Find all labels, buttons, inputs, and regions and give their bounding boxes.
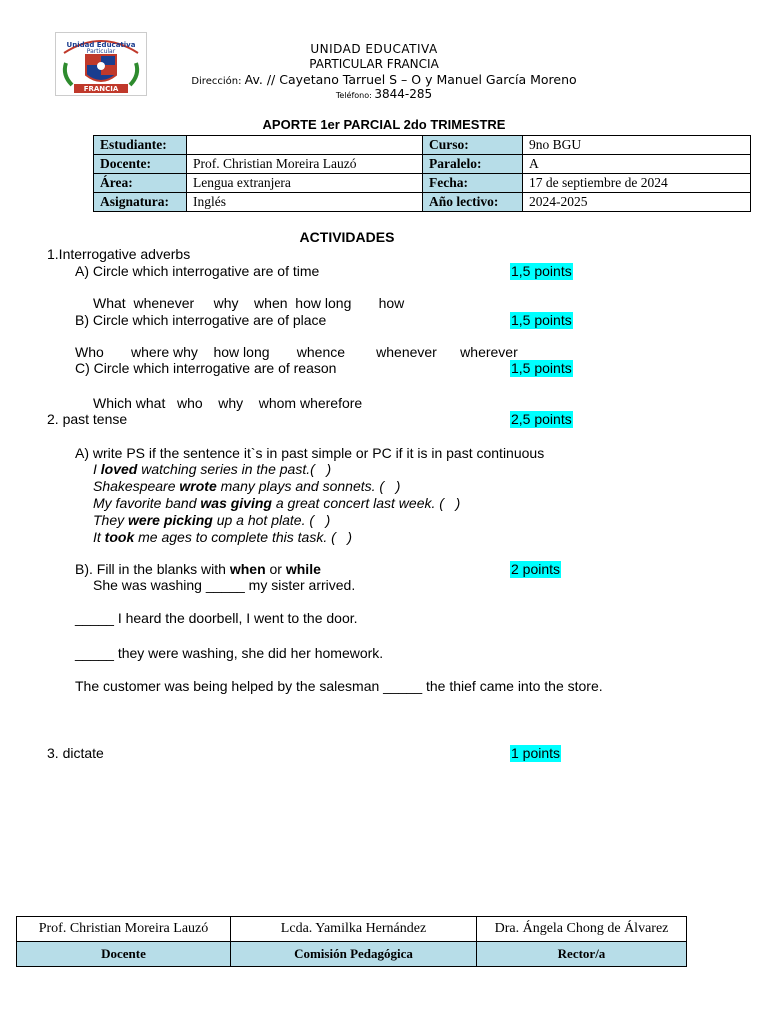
section2-points: 2,5 points	[511, 411, 572, 427]
section1-title: 1.Interrogative adverbs	[47, 246, 191, 262]
area-label: Área:	[94, 174, 187, 193]
sentence-1-post: watching series in the past.( )	[137, 461, 332, 477]
area-value: Lengua extranjera	[187, 174, 423, 193]
sentence-1-pre: I	[93, 461, 101, 477]
teacher-value: Prof. Christian Moreira Lauzó	[187, 155, 423, 174]
section1-a-instruction: A) Circle which interrogative are of time	[75, 263, 320, 279]
fill-sentence-1: She was washing _____ my sister arrived.	[93, 577, 356, 593]
exam-title: APORTE 1er PARCIAL 2do TRIMESTRE	[262, 117, 506, 132]
sentence-4-post: up a hot plate. ( )	[212, 512, 331, 528]
phone-label: Teléfono:	[335, 91, 375, 100]
school-name-line2: PARTICULAR FRANCIA	[309, 57, 439, 71]
course-label: Curso:	[423, 136, 523, 155]
sentence-2-post: many plays and sonnets. ( )	[216, 478, 401, 494]
sentence-5-verb: took	[104, 529, 135, 545]
course-value: 9no BGU	[523, 136, 751, 155]
sentence-4	[93, 512, 330, 529]
section2-a-instruction: A) write PS if the sentence it`s in past simple or PC if it is in past continuous	[75, 445, 545, 461]
address-label: Dirección:	[191, 76, 245, 87]
signature-commission-name: Lcda. Yamilka Hernández	[231, 917, 477, 942]
signature-rector-role: Rector/a	[477, 942, 687, 967]
date-label: Fecha:	[423, 174, 523, 193]
school-name-line1: UNIDAD EDUCATIVA	[310, 42, 438, 56]
section1-c-words: Which what who why whom wherefore	[93, 395, 363, 411]
sentence-5-pre: It	[93, 529, 105, 545]
address-value: Av. // Cayetano Tarruel S – O y Manuel García Moreno	[244, 72, 577, 87]
phone-value: 3844-285	[374, 87, 433, 101]
sentence-5	[93, 529, 352, 546]
sentence-4-pre: They	[93, 512, 129, 528]
section1-b-instruction: B) Circle which interrogative are of place	[75, 312, 327, 328]
year-label: Año lectivo:	[423, 193, 523, 212]
parallel-value: A	[523, 155, 751, 174]
signature-commission-role: Comisión Pedagógica	[231, 942, 477, 967]
fill-sentence-4: The customer was being helped by the salesman _____ the thief came into the store.	[75, 678, 603, 694]
b-instruction-when: when	[229, 561, 266, 577]
fill-sentence-3: _____ they were washing, she did her homework.	[75, 645, 384, 661]
sentence-3	[93, 495, 460, 512]
sentence-5-post: me ages to complete this task. ( )	[134, 529, 353, 545]
date-value: 17 de septiembre de 2024	[523, 174, 751, 193]
section1-b-points: 1,5 points	[511, 312, 572, 328]
b-instruction-pre: B). Fill in the blanks with	[75, 561, 230, 577]
fill-sentence-2: _____ I heard the doorbell, I went to the door.	[75, 610, 358, 626]
subject-label: Asignatura:	[94, 193, 187, 212]
school-phone	[0, 87, 768, 101]
sentence-3-verb: was giving	[200, 495, 272, 511]
school-address	[0, 72, 768, 87]
section3-title: 3. dictate	[47, 745, 104, 761]
section1-b-words: Who where why how long whence whenever wherever	[75, 344, 518, 360]
signature-teacher-role: Docente	[17, 942, 231, 967]
b-instruction-while: while	[285, 561, 321, 577]
sentence-3-pre: My favorite band	[93, 495, 201, 511]
teacher-label: Docente:	[94, 155, 187, 174]
signature-teacher-name: Prof. Christian Moreira Lauzó	[17, 917, 231, 942]
sentence-1-verb: loved	[100, 461, 138, 477]
section2-b-instruction	[75, 561, 321, 578]
sentence-2-verb: wrote	[179, 478, 217, 494]
sentence-3-post: a great concert last week. ( )	[271, 495, 461, 511]
section1-a-points: 1,5 points	[511, 263, 572, 279]
section1-c-points: 1,5 points	[511, 360, 572, 376]
svg-text:FRANCIA: FRANCIA	[83, 85, 119, 93]
section1-c-instruction: C) Circle which interrogative are of reason	[75, 360, 337, 376]
section3-points: 1 points	[511, 745, 561, 761]
year-value: 2024-2025	[523, 193, 751, 212]
section2-title: 2. past tense	[47, 411, 128, 427]
student-value[interactable]	[187, 136, 423, 155]
section1-a-words: What whenever why when how long how	[93, 295, 405, 311]
signature-rector-name: Dra. Ángela Chong de Álvarez	[477, 917, 687, 942]
svg-text:Particular: Particular	[86, 48, 116, 55]
sentence-1	[93, 461, 331, 478]
section2-b-points: 2 points	[511, 561, 561, 577]
sentence-4-verb: were picking	[128, 512, 213, 528]
student-label: Estudiante:	[94, 136, 187, 155]
svg-text:Unidad Educativa: Unidad Educativa	[66, 41, 136, 49]
sentence-2	[93, 478, 400, 495]
parallel-label: Paralelo:	[423, 155, 523, 174]
activities-title: ACTIVIDADES	[299, 229, 395, 245]
sentence-2-pre: Shakespeare	[93, 478, 180, 494]
student-info-table	[93, 135, 751, 212]
subject-value: Inglés	[187, 193, 423, 212]
b-instruction-or: or	[265, 561, 286, 577]
signature-table	[16, 916, 687, 967]
